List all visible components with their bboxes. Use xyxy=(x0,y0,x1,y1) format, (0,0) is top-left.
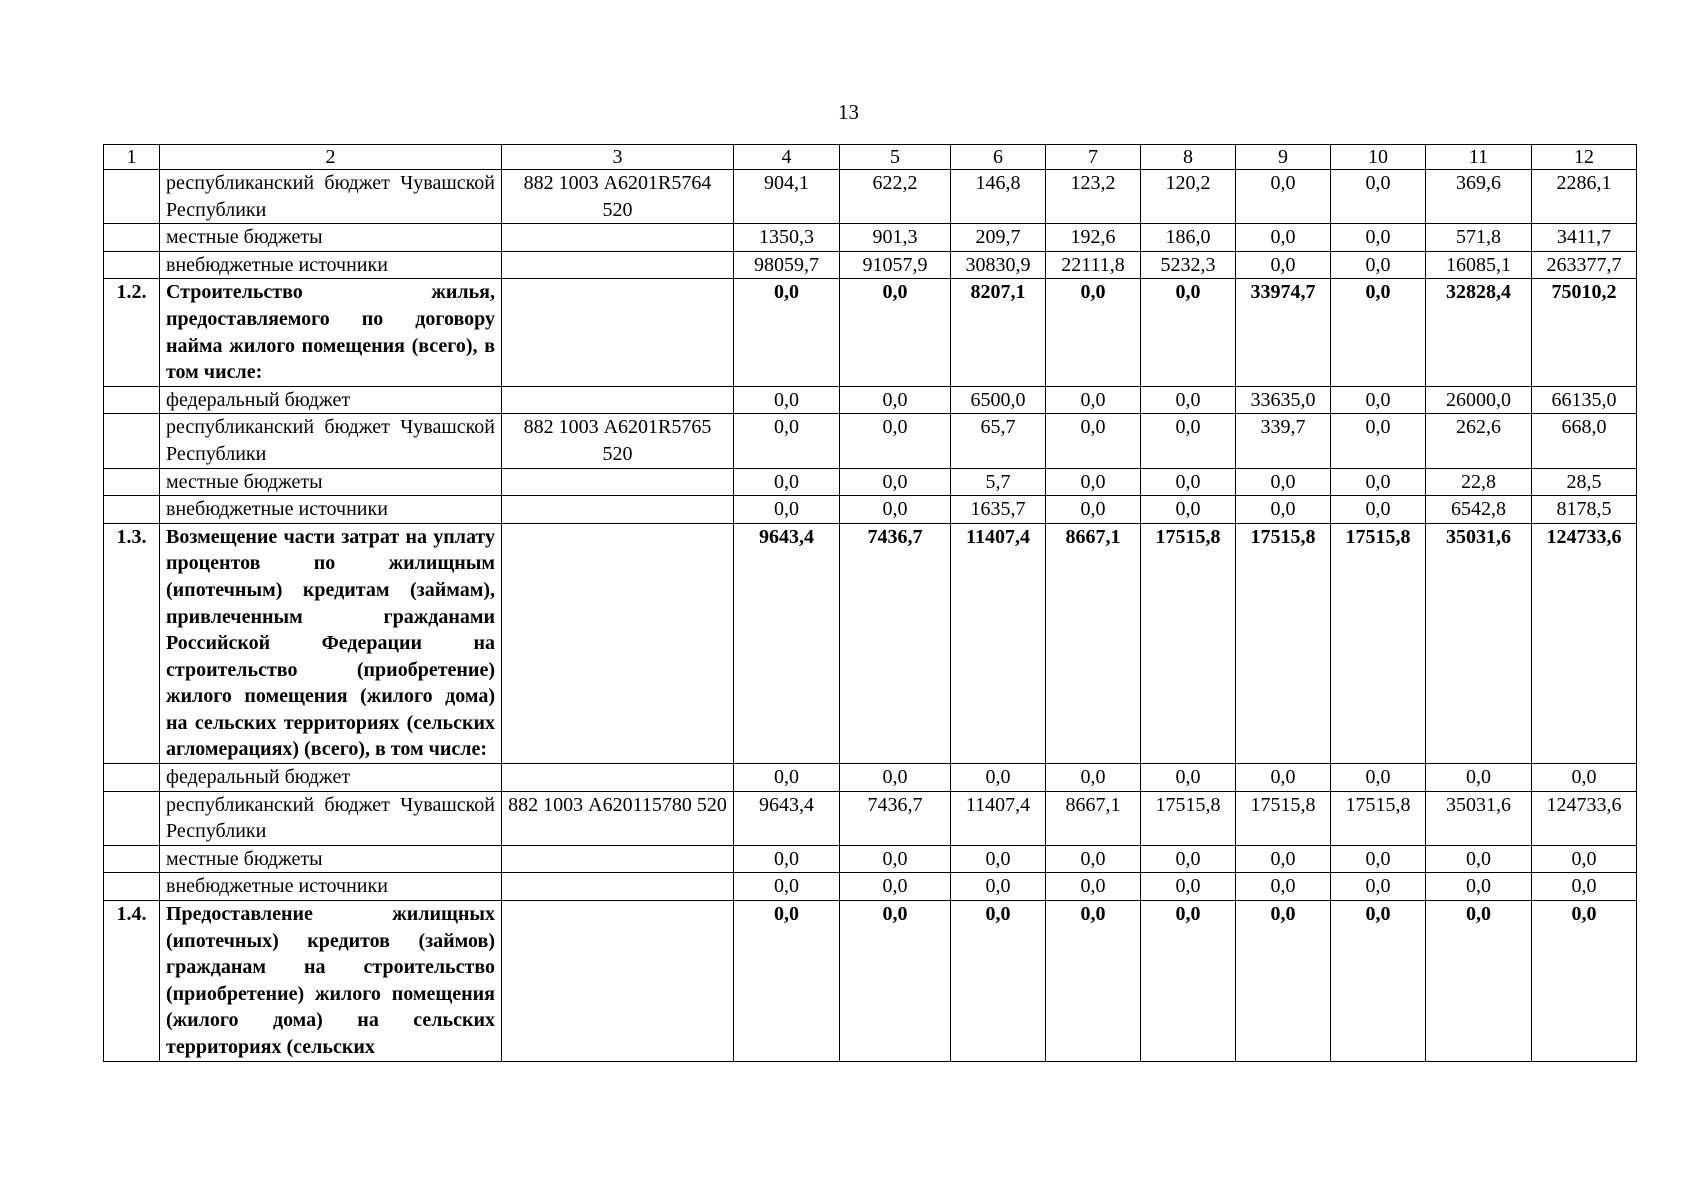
value-cell: 0,0 xyxy=(1141,414,1236,468)
row-description-cell: местные бюджеты xyxy=(160,468,502,496)
value-cell: 0,0 xyxy=(1236,873,1331,901)
budget-code-cell xyxy=(502,468,734,496)
value-cell: 8207,1 xyxy=(951,279,1046,386)
value-cell: 3411,7 xyxy=(1532,224,1637,252)
row-number-cell xyxy=(104,468,160,496)
budget-code-cell xyxy=(502,764,734,792)
value-cell: 91057,9 xyxy=(840,251,951,279)
table-row xyxy=(104,764,1637,792)
table-row xyxy=(104,791,1637,845)
value-cell: 65,7 xyxy=(951,414,1046,468)
value-cell: 0,0 xyxy=(1532,764,1637,792)
value-cell: 0,0 xyxy=(1331,845,1426,873)
table-row xyxy=(104,279,1637,386)
value-cell: 0,0 xyxy=(1331,468,1426,496)
value-cell: 668,0 xyxy=(1532,414,1637,468)
value-cell: 0,0 xyxy=(1532,873,1637,901)
value-cell: 17515,8 xyxy=(1141,791,1236,845)
row-description-cell: республиканский бюджет Чувашской Республики xyxy=(160,170,502,224)
budget-code-cell: 882 1003 А6201R5765 520 xyxy=(502,414,734,468)
value-cell: 0,0 xyxy=(1046,901,1141,1062)
row-description-cell: Предоставление жилищных (ипотечных) кредитов (займов) гражданам на строительство (приобретение) жилого помещения (жилого дома) на сельских территориях (сельских xyxy=(160,901,502,1062)
value-cell: 8178,5 xyxy=(1532,496,1637,524)
row-number-cell xyxy=(104,386,160,414)
value-cell: 263377,7 xyxy=(1532,251,1637,279)
table-row xyxy=(104,901,1637,1062)
value-cell: 17515,8 xyxy=(1236,791,1331,845)
value-cell: 0,0 xyxy=(734,386,840,414)
value-cell: 0,0 xyxy=(1331,414,1426,468)
row-description-cell: федеральный бюджет xyxy=(160,764,502,792)
value-cell: 0,0 xyxy=(1046,845,1141,873)
budget-code-cell xyxy=(502,386,734,414)
budget-code-cell: 882 1003 А620115780 520 xyxy=(502,791,734,845)
value-cell: 32828,4 xyxy=(1426,279,1532,386)
header-cell: 1 xyxy=(104,145,160,170)
value-cell: 7436,7 xyxy=(840,791,951,845)
value-cell: 123,2 xyxy=(1046,170,1141,224)
value-cell: 0,0 xyxy=(1331,170,1426,224)
value-cell: 0,0 xyxy=(734,468,840,496)
value-cell: 622,2 xyxy=(840,170,951,224)
row-description-cell: местные бюджеты xyxy=(160,224,502,252)
value-cell: 35031,6 xyxy=(1426,523,1532,763)
value-cell: 6542,8 xyxy=(1426,496,1532,524)
value-cell: 0,0 xyxy=(1331,224,1426,252)
row-number-cell: 1.4. xyxy=(104,901,160,1062)
row-description-cell: Строительство жилья, предоставляемого по договору найма жилого помещения (всего), в том числе: xyxy=(160,279,502,386)
value-cell: 0,0 xyxy=(1236,764,1331,792)
value-cell: 0,0 xyxy=(840,279,951,386)
header-cell: 12 xyxy=(1532,145,1637,170)
header-cell: 11 xyxy=(1426,145,1532,170)
table-row xyxy=(104,468,1637,496)
value-cell: 192,6 xyxy=(1046,224,1141,252)
value-cell: 0,0 xyxy=(840,873,951,901)
value-cell: 0,0 xyxy=(1532,901,1637,1062)
header-cell: 10 xyxy=(1331,145,1426,170)
value-cell: 0,0 xyxy=(1426,764,1532,792)
value-cell: 0,0 xyxy=(1331,873,1426,901)
value-cell: 2286,1 xyxy=(1532,170,1637,224)
budget-code-cell xyxy=(502,873,734,901)
table-row xyxy=(104,386,1637,414)
value-cell: 124733,6 xyxy=(1532,791,1637,845)
row-number-cell xyxy=(104,496,160,524)
value-cell: 11407,4 xyxy=(951,791,1046,845)
value-cell: 0,0 xyxy=(1236,224,1331,252)
value-cell: 5,7 xyxy=(951,468,1046,496)
header-cell: 2 xyxy=(160,145,502,170)
row-description-cell: внебюджетные источники xyxy=(160,496,502,524)
value-cell: 0,0 xyxy=(1331,764,1426,792)
row-number-cell xyxy=(104,845,160,873)
value-cell: 0,0 xyxy=(840,764,951,792)
header-cell: 8 xyxy=(1141,145,1236,170)
value-cell: 11407,4 xyxy=(951,523,1046,763)
value-cell: 0,0 xyxy=(1331,901,1426,1062)
value-cell: 0,0 xyxy=(1046,764,1141,792)
value-cell: 17515,8 xyxy=(1141,523,1236,763)
header-row xyxy=(104,145,1637,170)
value-cell: 22,8 xyxy=(1426,468,1532,496)
row-number-cell xyxy=(104,873,160,901)
value-cell: 75010,2 xyxy=(1532,279,1637,386)
value-cell: 0,0 xyxy=(840,496,951,524)
row-number-cell xyxy=(104,224,160,252)
value-cell: 9643,4 xyxy=(734,791,840,845)
value-cell: 98059,7 xyxy=(734,251,840,279)
budget-code-cell xyxy=(502,251,734,279)
row-number-cell xyxy=(104,414,160,468)
value-cell: 17515,8 xyxy=(1236,523,1331,763)
value-cell: 0,0 xyxy=(734,764,840,792)
table-row xyxy=(104,224,1637,252)
value-cell: 0,0 xyxy=(1141,901,1236,1062)
value-cell: 7436,7 xyxy=(840,523,951,763)
value-cell: 5232,3 xyxy=(1141,251,1236,279)
value-cell: 571,8 xyxy=(1426,224,1532,252)
value-cell: 0,0 xyxy=(734,414,840,468)
value-cell: 33974,7 xyxy=(1236,279,1331,386)
value-cell: 66135,0 xyxy=(1532,386,1637,414)
value-cell: 0,0 xyxy=(1046,468,1141,496)
header-cell: 3 xyxy=(502,145,734,170)
budget-code-cell xyxy=(502,224,734,252)
row-description-cell: республиканский бюджет Чувашской Республики xyxy=(160,791,502,845)
value-cell: 0,0 xyxy=(1141,468,1236,496)
value-cell: 0,0 xyxy=(1236,170,1331,224)
header-cell: 7 xyxy=(1046,145,1141,170)
value-cell: 0,0 xyxy=(951,764,1046,792)
table-row xyxy=(104,414,1637,468)
value-cell: 33635,0 xyxy=(1236,386,1331,414)
value-cell: 0,0 xyxy=(1141,845,1236,873)
value-cell: 0,0 xyxy=(840,414,951,468)
row-number-cell: 1.2. xyxy=(104,279,160,386)
value-cell: 0,0 xyxy=(1532,845,1637,873)
value-cell: 16085,1 xyxy=(1426,251,1532,279)
value-cell: 0,0 xyxy=(734,901,840,1062)
budget-code-cell xyxy=(502,496,734,524)
row-description-cell: республиканский бюджет Чувашской Республики xyxy=(160,414,502,468)
value-cell: 30830,9 xyxy=(951,251,1046,279)
row-number-cell xyxy=(104,170,160,224)
row-description-cell: федеральный бюджет xyxy=(160,386,502,414)
value-cell: 0,0 xyxy=(734,845,840,873)
value-cell: 6500,0 xyxy=(951,386,1046,414)
value-cell: 35031,6 xyxy=(1426,791,1532,845)
value-cell: 0,0 xyxy=(840,901,951,1062)
value-cell: 262,6 xyxy=(1426,414,1532,468)
table-row xyxy=(104,845,1637,873)
row-number-cell xyxy=(104,791,160,845)
row-description-cell: внебюджетные источники xyxy=(160,873,502,901)
value-cell: 0,0 xyxy=(1141,386,1236,414)
budget-code-cell: 882 1003 А6201R5764 520 xyxy=(502,170,734,224)
header-cell: 4 xyxy=(734,145,840,170)
table-row xyxy=(104,873,1637,901)
row-number-cell xyxy=(104,251,160,279)
value-cell: 1350,3 xyxy=(734,224,840,252)
value-cell: 0,0 xyxy=(1331,386,1426,414)
value-cell: 0,0 xyxy=(734,496,840,524)
value-cell: 22111,8 xyxy=(1046,251,1141,279)
budget-code-cell xyxy=(502,523,734,763)
value-cell: 0,0 xyxy=(840,845,951,873)
value-cell: 0,0 xyxy=(1046,386,1141,414)
value-cell: 0,0 xyxy=(1426,901,1532,1062)
value-cell: 0,0 xyxy=(1236,845,1331,873)
row-number-cell xyxy=(104,764,160,792)
value-cell: 904,1 xyxy=(734,170,840,224)
value-cell: 0,0 xyxy=(1236,496,1331,524)
value-cell: 1635,7 xyxy=(951,496,1046,524)
table-row xyxy=(104,170,1637,224)
value-cell: 186,0 xyxy=(1141,224,1236,252)
value-cell: 901,3 xyxy=(840,224,951,252)
value-cell: 17515,8 xyxy=(1331,523,1426,763)
row-description-cell: Возмещение части затрат на уплату процентов по жилищным (ипотечным) кредитам (займам), привлеченным гражданами Российской Федерации на строительство (приобретение) жилого помещения (жилого дома) на сельских территориях (сельских агломерациях) (всего), в том числе: xyxy=(160,523,502,763)
page-number: 13 xyxy=(838,100,859,124)
value-cell: 0,0 xyxy=(1046,279,1141,386)
value-cell: 369,6 xyxy=(1426,170,1532,224)
value-cell: 0,0 xyxy=(951,901,1046,1062)
header-cell: 9 xyxy=(1236,145,1331,170)
value-cell: 0,0 xyxy=(1141,279,1236,386)
value-cell: 0,0 xyxy=(1236,901,1331,1062)
value-cell: 8667,1 xyxy=(1046,523,1141,763)
value-cell: 0,0 xyxy=(1426,845,1532,873)
value-cell: 0,0 xyxy=(1141,873,1236,901)
value-cell: 0,0 xyxy=(951,845,1046,873)
table-row xyxy=(104,496,1637,524)
value-cell: 8667,1 xyxy=(1046,791,1141,845)
header-cell: 5 xyxy=(840,145,951,170)
budget-code-cell xyxy=(502,901,734,1062)
table-row xyxy=(104,523,1637,763)
value-cell: 26000,0 xyxy=(1426,386,1532,414)
value-cell: 0,0 xyxy=(1141,496,1236,524)
row-description-cell: внебюджетные источники xyxy=(160,251,502,279)
value-cell: 120,2 xyxy=(1141,170,1236,224)
value-cell: 0,0 xyxy=(1331,251,1426,279)
row-description-cell: местные бюджеты xyxy=(160,845,502,873)
value-cell: 146,8 xyxy=(951,170,1046,224)
value-cell: 209,7 xyxy=(951,224,1046,252)
value-cell: 124733,6 xyxy=(1532,523,1637,763)
budget-code-cell xyxy=(502,279,734,386)
value-cell: 0,0 xyxy=(1331,496,1426,524)
value-cell: 0,0 xyxy=(1426,873,1532,901)
value-cell: 0,0 xyxy=(1236,251,1331,279)
value-cell: 0,0 xyxy=(1236,468,1331,496)
value-cell: 0,0 xyxy=(734,279,840,386)
value-cell: 0,0 xyxy=(1046,496,1141,524)
header-cell: 6 xyxy=(951,145,1046,170)
budget-code-cell xyxy=(502,845,734,873)
value-cell: 339,7 xyxy=(1236,414,1331,468)
value-cell: 0,0 xyxy=(840,386,951,414)
value-cell: 0,0 xyxy=(1046,873,1141,901)
table-row xyxy=(104,251,1637,279)
value-cell: 28,5 xyxy=(1532,468,1637,496)
value-cell: 0,0 xyxy=(1331,279,1426,386)
value-cell: 17515,8 xyxy=(1331,791,1426,845)
row-number-cell: 1.3. xyxy=(104,523,160,763)
table-body xyxy=(104,145,1637,1062)
value-cell: 9643,4 xyxy=(734,523,840,763)
value-cell: 0,0 xyxy=(1046,414,1141,468)
value-cell: 0,0 xyxy=(951,873,1046,901)
value-cell: 0,0 xyxy=(1141,764,1236,792)
value-cell: 0,0 xyxy=(734,873,840,901)
budget-table xyxy=(103,144,1637,1062)
value-cell: 0,0 xyxy=(840,468,951,496)
